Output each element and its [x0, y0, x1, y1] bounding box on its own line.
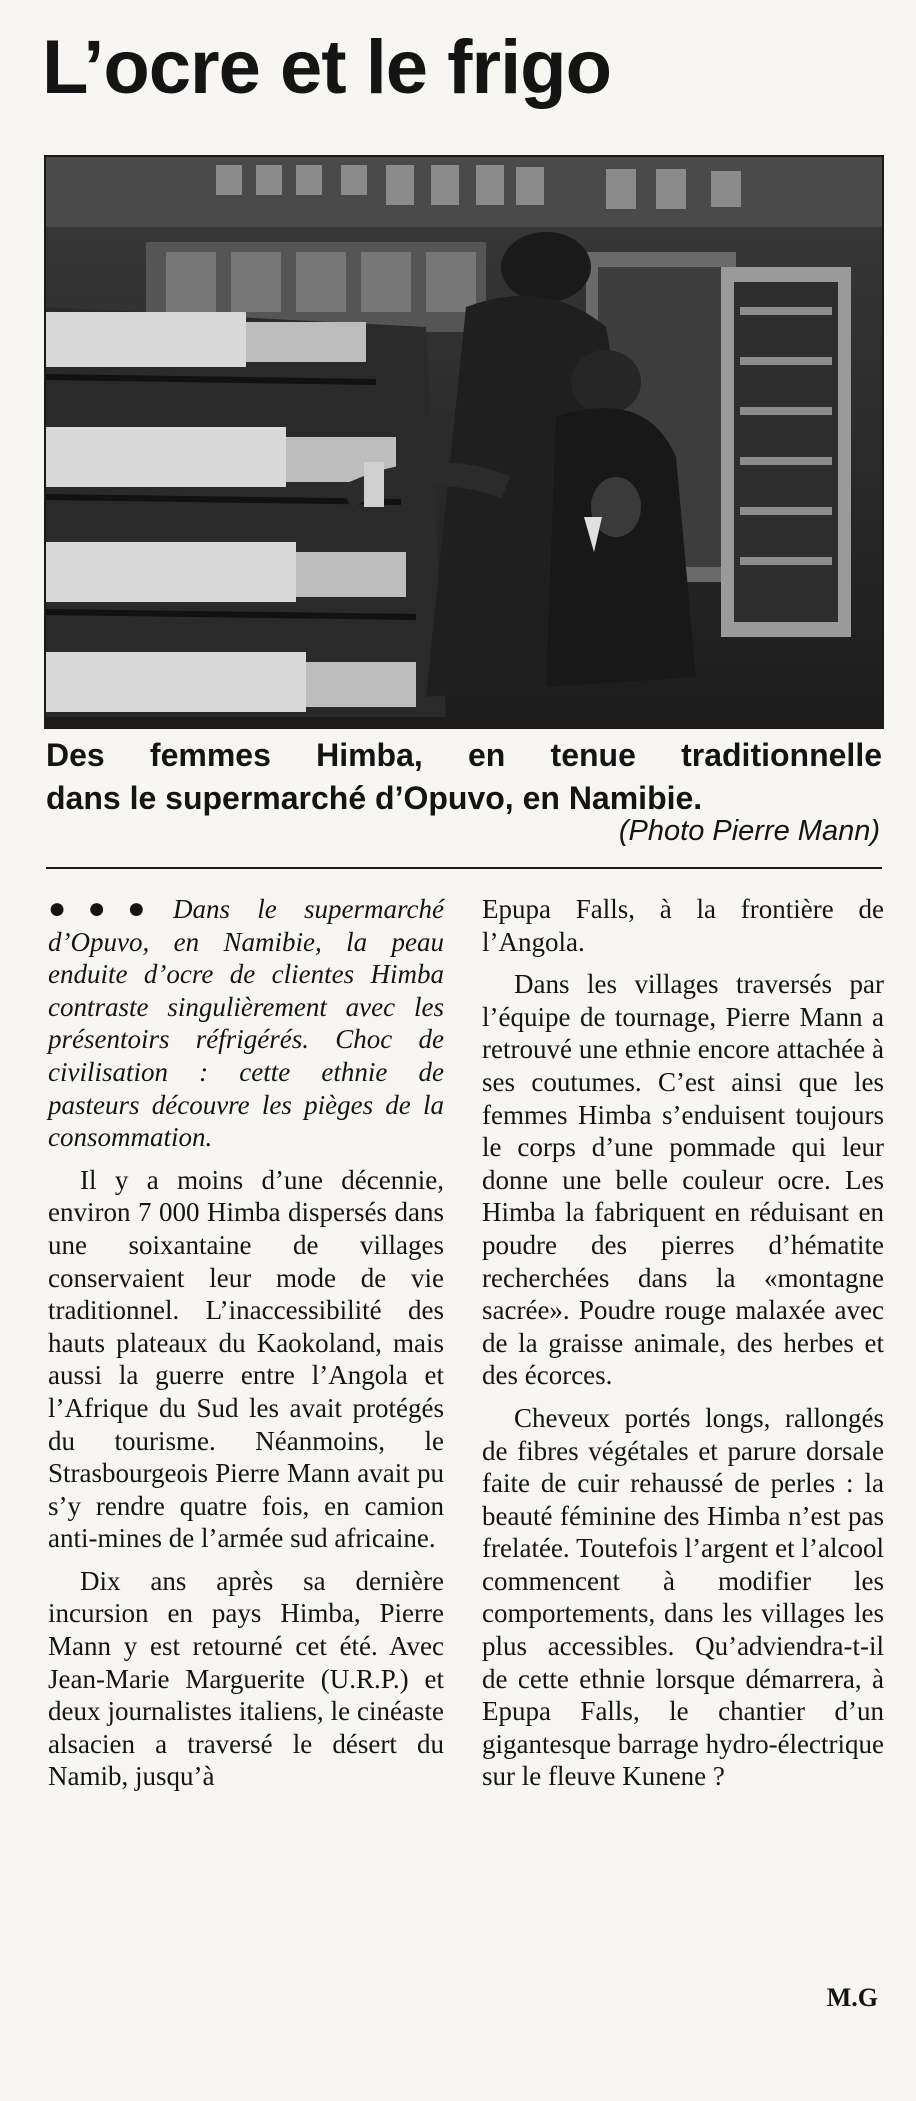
body-paragraph-4: Cheveux portés longs, rallongés de fibres végétales et parure dorsale faite de cuir rehaussé de perles : la beauté féminine des Himba n’est pas frelatée. Toutefois l’argent et l’alcool commencent à modifier les comportements, dans les villages les plus accessibles. Qu’adviendra-t-il de cette ethnie lorsque démarrera, à Epupa Falls, le chantier d’un gigantesque barrage hydro-électrique sur le fleuve Kunene ?: [482, 1402, 884, 1792]
headline: L’ocre et le frigo: [42, 25, 612, 110]
photo-credit: (Photo Pierre Mann): [618, 815, 880, 847]
body-paragraph-3: Dans les villages traversés par l’équipe de tournage, Pierre Mann a retrouvé une ethnie encore attachée à ses coutumes. C’est ainsi que les femmes Himba s’enduisent toujours le corps d’une pommade qui leur donne une belle couleur ocre. Les Himba la fabriquent en réduisant en poudre des pierres d’hématite recherchées dans la «montagne sacrée». Poudre rouge malaxée avec de la graisse animale, des herbes et des écorces.: [482, 969, 884, 1391]
lead-paragraph: [48, 893, 444, 1154]
caption-line-1: Des femmes Himba, en tenue traditionnelle: [46, 737, 882, 773]
article-column-left: [48, 893, 444, 1803]
article-column-right: [482, 893, 884, 1803]
lead-text: Dans le supermarché d’Opuvo, en Namibie, la peau enduite d’ocre de clientes Himba contraste singulièrement avec les présentoirs réfrigérés. Choc de civilisation : cette ethnie de pasteurs découvre les pièges de la consommation.: [48, 894, 444, 1153]
supermarket-photo-illustration: [46, 157, 882, 727]
divider-rule: [46, 867, 882, 869]
body-paragraph-2: Dix ans après sa dernière incursion en pays Himba, Pierre Mann y est retourné cet été. Avec Jean-Marie Marguerite (U.R.P.) et deux journalistes italiens, le cinéaste alsacien a traversé le désert du Namib, jusqu’à: [48, 1565, 444, 1792]
article-photo: [44, 155, 884, 729]
author-signature: M.G: [826, 1983, 878, 2012]
body-paragraph-2-continued: Epupa Falls, à la frontière de l’Angola.: [482, 894, 884, 957]
body-paragraph-1: Il y a moins d’une décennie, environ 7 000 Himba dispersés dans une soixantaine de villages conservaient leur mode de vie traditionnel. L’inaccessibilité des hauts plateaux du Kaokoland, mais aussi la guerre entre l’Angola et l’Afrique du Sud les avait protégés du tourisme. Néanmoins, le Strasbourgeois Pierre Mann avait pu s’y rendre quatre fois, en camion anti-mines de l’armée sud africaine.: [48, 1164, 444, 1554]
photo-caption: [46, 734, 882, 820]
bullet-dots-icon: ●●●: [48, 892, 167, 925]
caption-line-2: dans le supermarché d’Opuvo, en Namibie.: [46, 780, 703, 816]
